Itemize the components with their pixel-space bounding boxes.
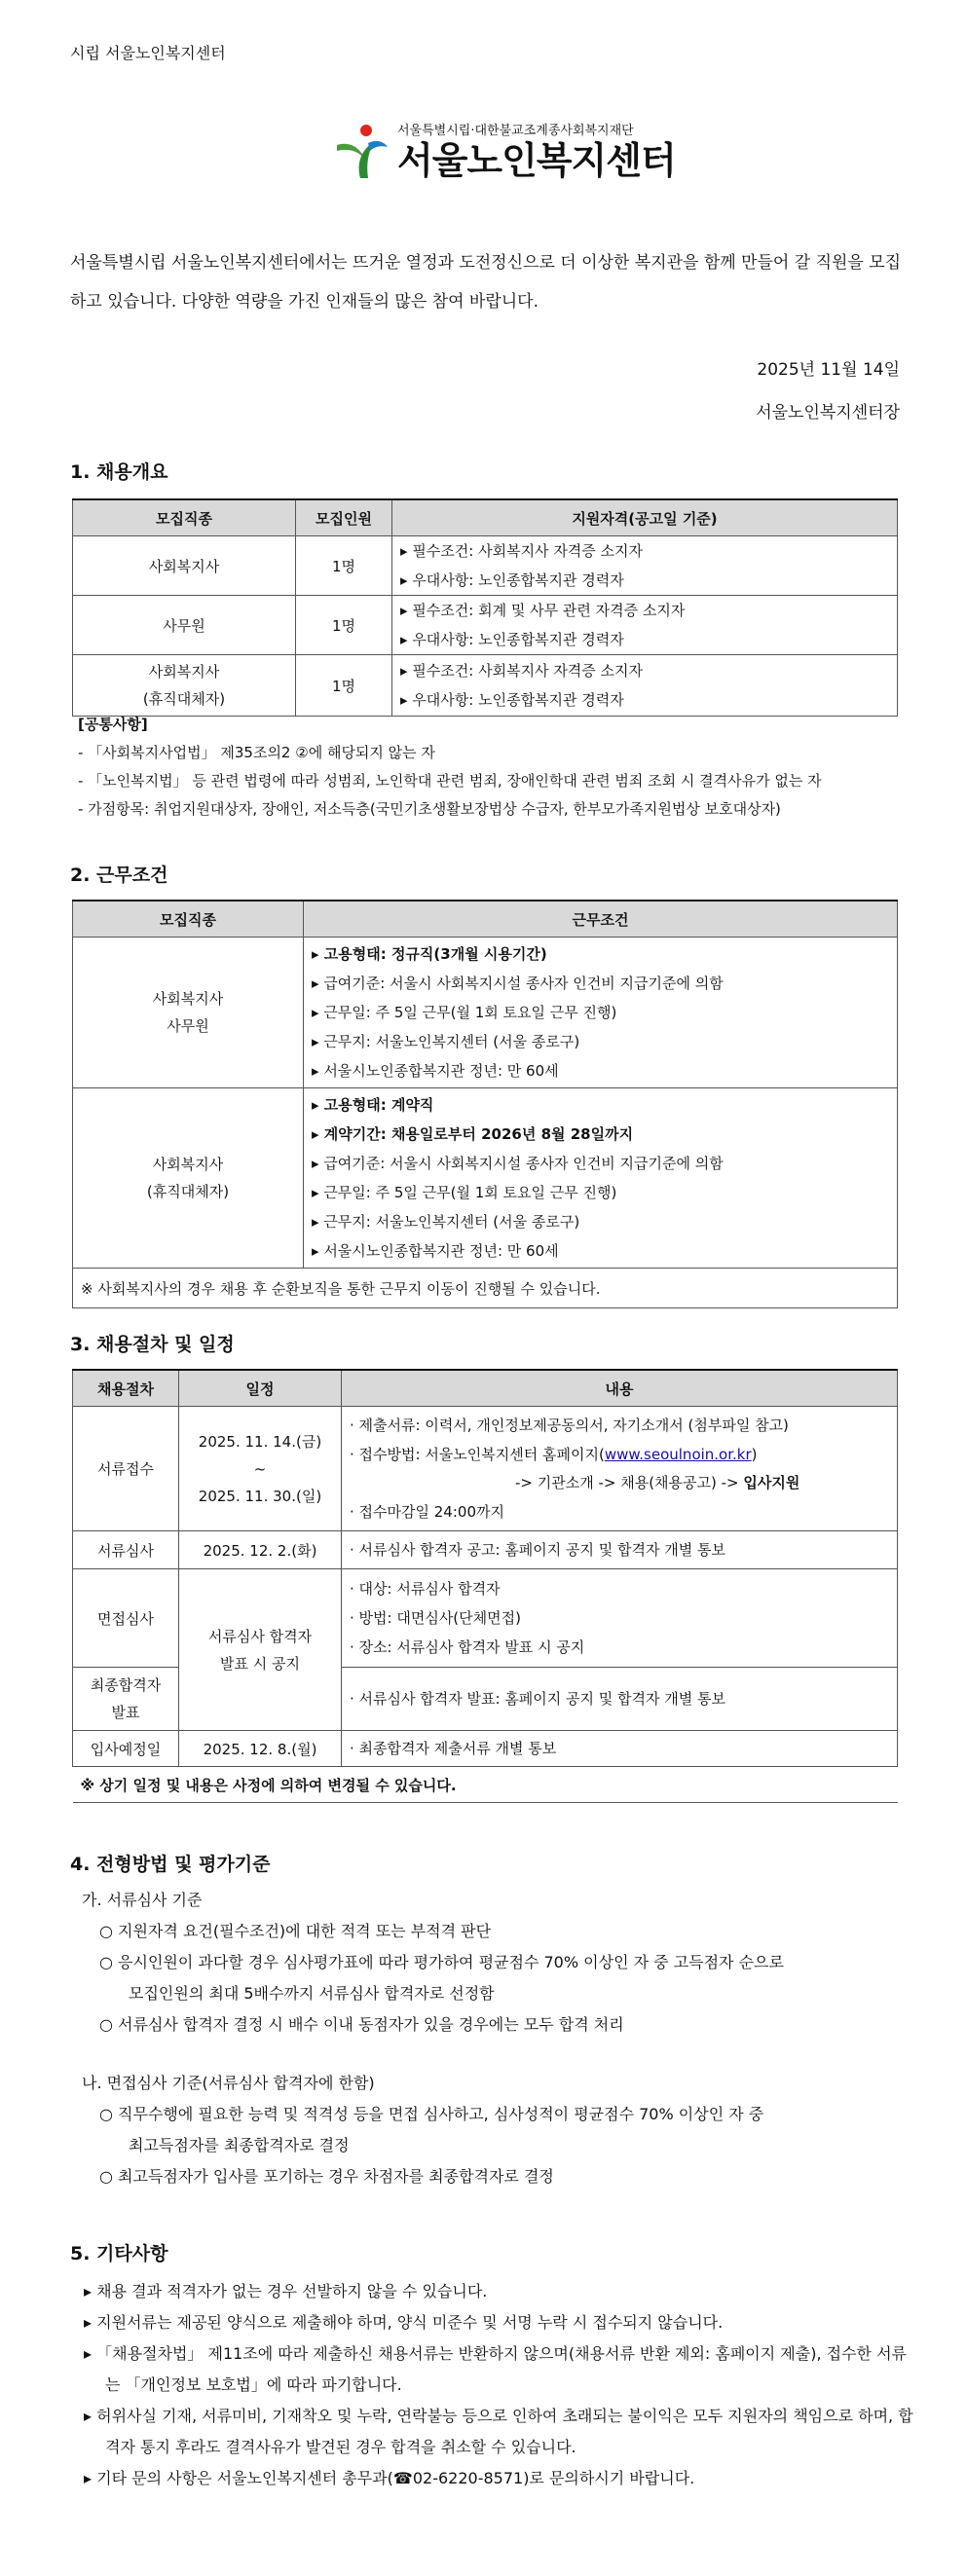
stage-cell: 면접심사	[73, 1569, 179, 1668]
common-note: - 「사회복지사업법」 제35조의2 ②에 해당되지 않는 자	[78, 744, 435, 761]
stage-cell: 입사예정일	[73, 1731, 179, 1767]
table-header: 모집직종	[73, 901, 304, 938]
content-item: · 최종합격자 제출서류 개별 통보	[350, 1734, 889, 1763]
table-row	[73, 1531, 898, 1569]
other-notes	[80, 2276, 917, 2494]
center-logo-icon	[331, 122, 390, 182]
table-header: 모집인원	[296, 499, 392, 536]
condition-item: ▸ 근무지: 서울노인복지센터 (서울 종로구)	[312, 1027, 889, 1056]
table-row	[73, 1569, 898, 1668]
content-item: · 장소: 서류심사 합격자 발표 시 공지	[350, 1633, 889, 1662]
table-row	[73, 536, 898, 596]
criteria-section	[82, 1885, 900, 2192]
top-label: 시립 서울노인복지센터	[70, 44, 226, 62]
content-item: · 서류심사 합격자 공고: 홈페이지 공지 및 합격자 개별 통보	[350, 1535, 889, 1564]
table-row	[73, 655, 898, 717]
condition-item: ▸ 급여기준: 서울시 사회복지시설 종사자 인건비 지급기준에 의함	[312, 1149, 889, 1178]
section-4-title: 4. 전형방법 및 평가기준	[70, 1854, 271, 1875]
count-cell: 1명	[296, 596, 392, 655]
center-logo	[331, 113, 676, 191]
qualification: ▸ 필수조건: 회계 및 사무 관련 자격증 소지자	[400, 596, 889, 625]
table-header: 지원자격(공고일 기준)	[392, 499, 898, 536]
qualification: ▸ 필수조건: 사회복지사 자격증 소지자	[400, 656, 889, 685]
schedule-table	[72, 1369, 898, 1803]
criteria-item: ○ 최고득점자가 입사를 포기하는 경우 차점자를 최종합격자로 결정	[99, 2167, 554, 2186]
date-cell: 서류심사 합격자 발표 시 공지	[179, 1569, 342, 1731]
criteria-item: ○ 서류심사 합격자 결정 시 배수 이내 동점자가 있을 경우에는 모두 합격 처리	[99, 2015, 624, 2034]
section-2-title: 2. 근무조건	[70, 865, 168, 886]
condition-item: ▸ 고용형태: 정규직(3개월 시용기간)	[312, 939, 889, 969]
condition-item: ▸ 근무일: 주 5일 근무(월 1회 토요일 근무 진행)	[312, 998, 889, 1027]
qualification: ▸ 필수조건: 사회복지사 자격증 소지자	[400, 536, 889, 566]
signer: 서울노인복지센터장	[756, 403, 900, 423]
announcement-date: 2025년 11월 14일	[757, 360, 900, 380]
job-cell: 사회복지사 사무원	[73, 938, 304, 1088]
criteria-item-cont: 최고득점자를 최종합격자로 결정	[129, 2136, 350, 2154]
common-note: - 가점항목: 취업지원대상자, 장애인, 저소득층(국민기초생활보장법상 수급자, 한부모가족지원법상 보호대상자)	[78, 800, 781, 818]
content-item: · 제출서류: 이력서, 개인정보제공동의서, 자기소개서 (첨부파일 참고)	[350, 1411, 889, 1440]
content-item: · 접수마감일 24:00까지	[350, 1497, 889, 1527]
intro-text: 서울특별시립 서울노인복지센터에서는 뜨거운 열정과 도전정신으로 더 이상한 복지관을 함께 만들어 갈 직원을 모집하고 있습니다. 다양한 역량을 가진 인재들의 많은 참여 바랍니다.	[70, 253, 902, 312]
stage-cell: 최종합격자 발표	[73, 1668, 179, 1731]
date-cell: 2025. 12. 2.(화)	[179, 1531, 342, 1569]
criteria-item-cont: 모집인원의 최대 5배수까지 서류심사 합격자로 선정함	[129, 1984, 495, 2003]
condition-item: ▸ 근무일: 주 5일 근무(월 1회 토요일 근무 진행)	[312, 1178, 889, 1207]
date-cell: 2025. 11. 14.(금) ~ 2025. 11. 30.(일)	[179, 1407, 342, 1531]
condition-item: ▸ 서울시노인종합복지관 정년: 만 60세	[312, 1236, 889, 1266]
condition-item: ▸ 고용형태: 계약직	[312, 1090, 889, 1120]
content-item: · 서류심사 합격자 발표: 홈페이지 공지 및 합격자 개별 통보	[350, 1684, 889, 1713]
count-cell: 1명	[296, 655, 392, 717]
other-note: ▸ 채용 결과 적격자가 없는 경우 선발하지 않을 수 있습니다.	[84, 2282, 488, 2300]
count-cell: 1명	[296, 536, 392, 596]
table-row	[73, 1088, 898, 1269]
qualification: ▸ 우대사항: 노인종합복지관 경력자	[400, 625, 889, 654]
condition-item: ▸ 서울시노인종합복지관 정년: 만 60세	[312, 1056, 889, 1086]
content-item: · 접수방법: 서울노인복지센터 홈페이지(www.seoulnoin.or.kr)	[350, 1440, 889, 1469]
qualification: ▸ 우대사항: 노인종합복지관 경력자	[400, 685, 889, 715]
table-header: 모집직종	[73, 499, 296, 536]
work-note: ※ 사회복지사의 경우 채용 후 순환보직을 통한 근무지 이동이 진행될 수 있습니다.	[73, 1269, 898, 1308]
condition-item: ▸ 근무지: 서울노인복지센터 (서울 종로구)	[312, 1207, 889, 1236]
org-line: 서울특별시립·대한불교조계종사회복지재단	[397, 124, 634, 138]
work-conditions-table	[72, 900, 898, 1308]
common-note: - 「노인복지법」 등 관련 법령에 따라 성범죄, 노인학대 관련 범죄, 장애인학대 관련 범죄 조회 시 결격사유가 없는 자	[78, 772, 822, 790]
recruit-table	[72, 498, 898, 717]
table-row	[73, 596, 898, 655]
section-1-title: 1. 채용개요	[70, 461, 168, 483]
common-notes	[78, 711, 915, 824]
homepage-link[interactable]: www.seoulnoin.or.kr	[604, 1446, 752, 1463]
table-row	[73, 938, 898, 1088]
other-note: ▸ 지원서류는 제공된 양식으로 제출해야 하며, 양식 미준수 및 서명 누락 시 접수되지 않습니다.	[84, 2313, 724, 2332]
table-header: 근무조건	[304, 901, 898, 938]
criteria-subtitle: 나. 면접심사 기준(서류심사 합격자에 한함)	[82, 2074, 375, 2092]
content-item: -> 기관소개 -> 채용(채용공고) -> 입사지원	[515, 1474, 800, 1491]
stage-cell: 서류접수	[73, 1407, 179, 1531]
job-cell: 사회복지사	[73, 536, 296, 596]
criteria-item: ○ 직무수행에 필요한 능력 및 적격성 등을 면접 심사하고, 심사성적이 평균점수 70% 이상인 자 중	[99, 2105, 764, 2123]
table-header: 채용절차	[73, 1370, 179, 1407]
stage-cell: 서류심사	[73, 1531, 179, 1569]
center-name: 서울노인복지센터	[397, 139, 676, 182]
section-3-title: 3. 채용절차 및 일정	[70, 1334, 235, 1355]
qualification: ▸ 우대사항: 노인종합복지관 경력자	[400, 566, 889, 595]
criteria-subtitle: 가. 서류심사 기준	[82, 1891, 203, 1909]
other-note: ▸ 「채용절차법」 제11조에 따라 제출하신 채용서류는 반환하지 않으며(채용서류 반환 제외: 홈페이지 제출), 접수한 서류는 「개인정보 보호법」에 따라 파기합니다.	[84, 2344, 907, 2394]
job-cell: 사회복지사 (휴직대체자)	[73, 655, 296, 717]
table-header: 내용	[342, 1370, 898, 1407]
common-notes-title: [공통사항]	[78, 716, 148, 733]
table-header: 일정	[179, 1370, 342, 1407]
content-item: · 대상: 서류심사 합격자	[350, 1574, 889, 1603]
other-note: ▸ 기타 문의 사항은 서울노인복지센터 총무과(☎02-6220-8571)로 문의하시기 바랍니다.	[84, 2469, 695, 2487]
section-5-title: 5. 기타사항	[70, 2243, 168, 2264]
table-row	[73, 1407, 898, 1531]
job-cell: 사무원	[73, 596, 296, 655]
criteria-item: ○ 응시인원이 과다할 경우 심사평가표에 따라 평가하여 평균점수 70% 이상인 자 중 고득점자 순으로	[99, 1953, 784, 1971]
announcement-date-block	[756, 349, 900, 434]
job-cell: 사회복지사 (휴직대체자)	[73, 1088, 304, 1269]
other-note: ▸ 허위사실 기재, 서류미비, 기재착오 및 누락, 연락불능 등으로 인하여 초래되는 불이익은 모두 지원자의 책임으로 하며, 합격자 통지 후라도 결격사유가 발견된 경우 합격을 취소할 수 있습니다.	[84, 2407, 913, 2456]
condition-item: ▸ 계약기간: 채용일로부터 2026년 8월 28일까지	[312, 1120, 889, 1149]
content-item: · 방법: 대면심사(단체면접)	[350, 1603, 889, 1633]
criteria-item: ○ 지원자격 요건(필수조건)에 대한 적격 또는 부적격 판단	[99, 1922, 492, 1940]
table-row	[73, 1731, 898, 1767]
condition-item: ▸ 급여기준: 서울시 사회복지시설 종사자 인건비 지급기준에 의함	[312, 969, 889, 998]
date-cell: 2025. 12. 8.(월)	[179, 1731, 342, 1767]
schedule-note: ※ 상기 일정 및 내용은 사정에 의하여 변경될 수 있습니다.	[73, 1767, 898, 1803]
